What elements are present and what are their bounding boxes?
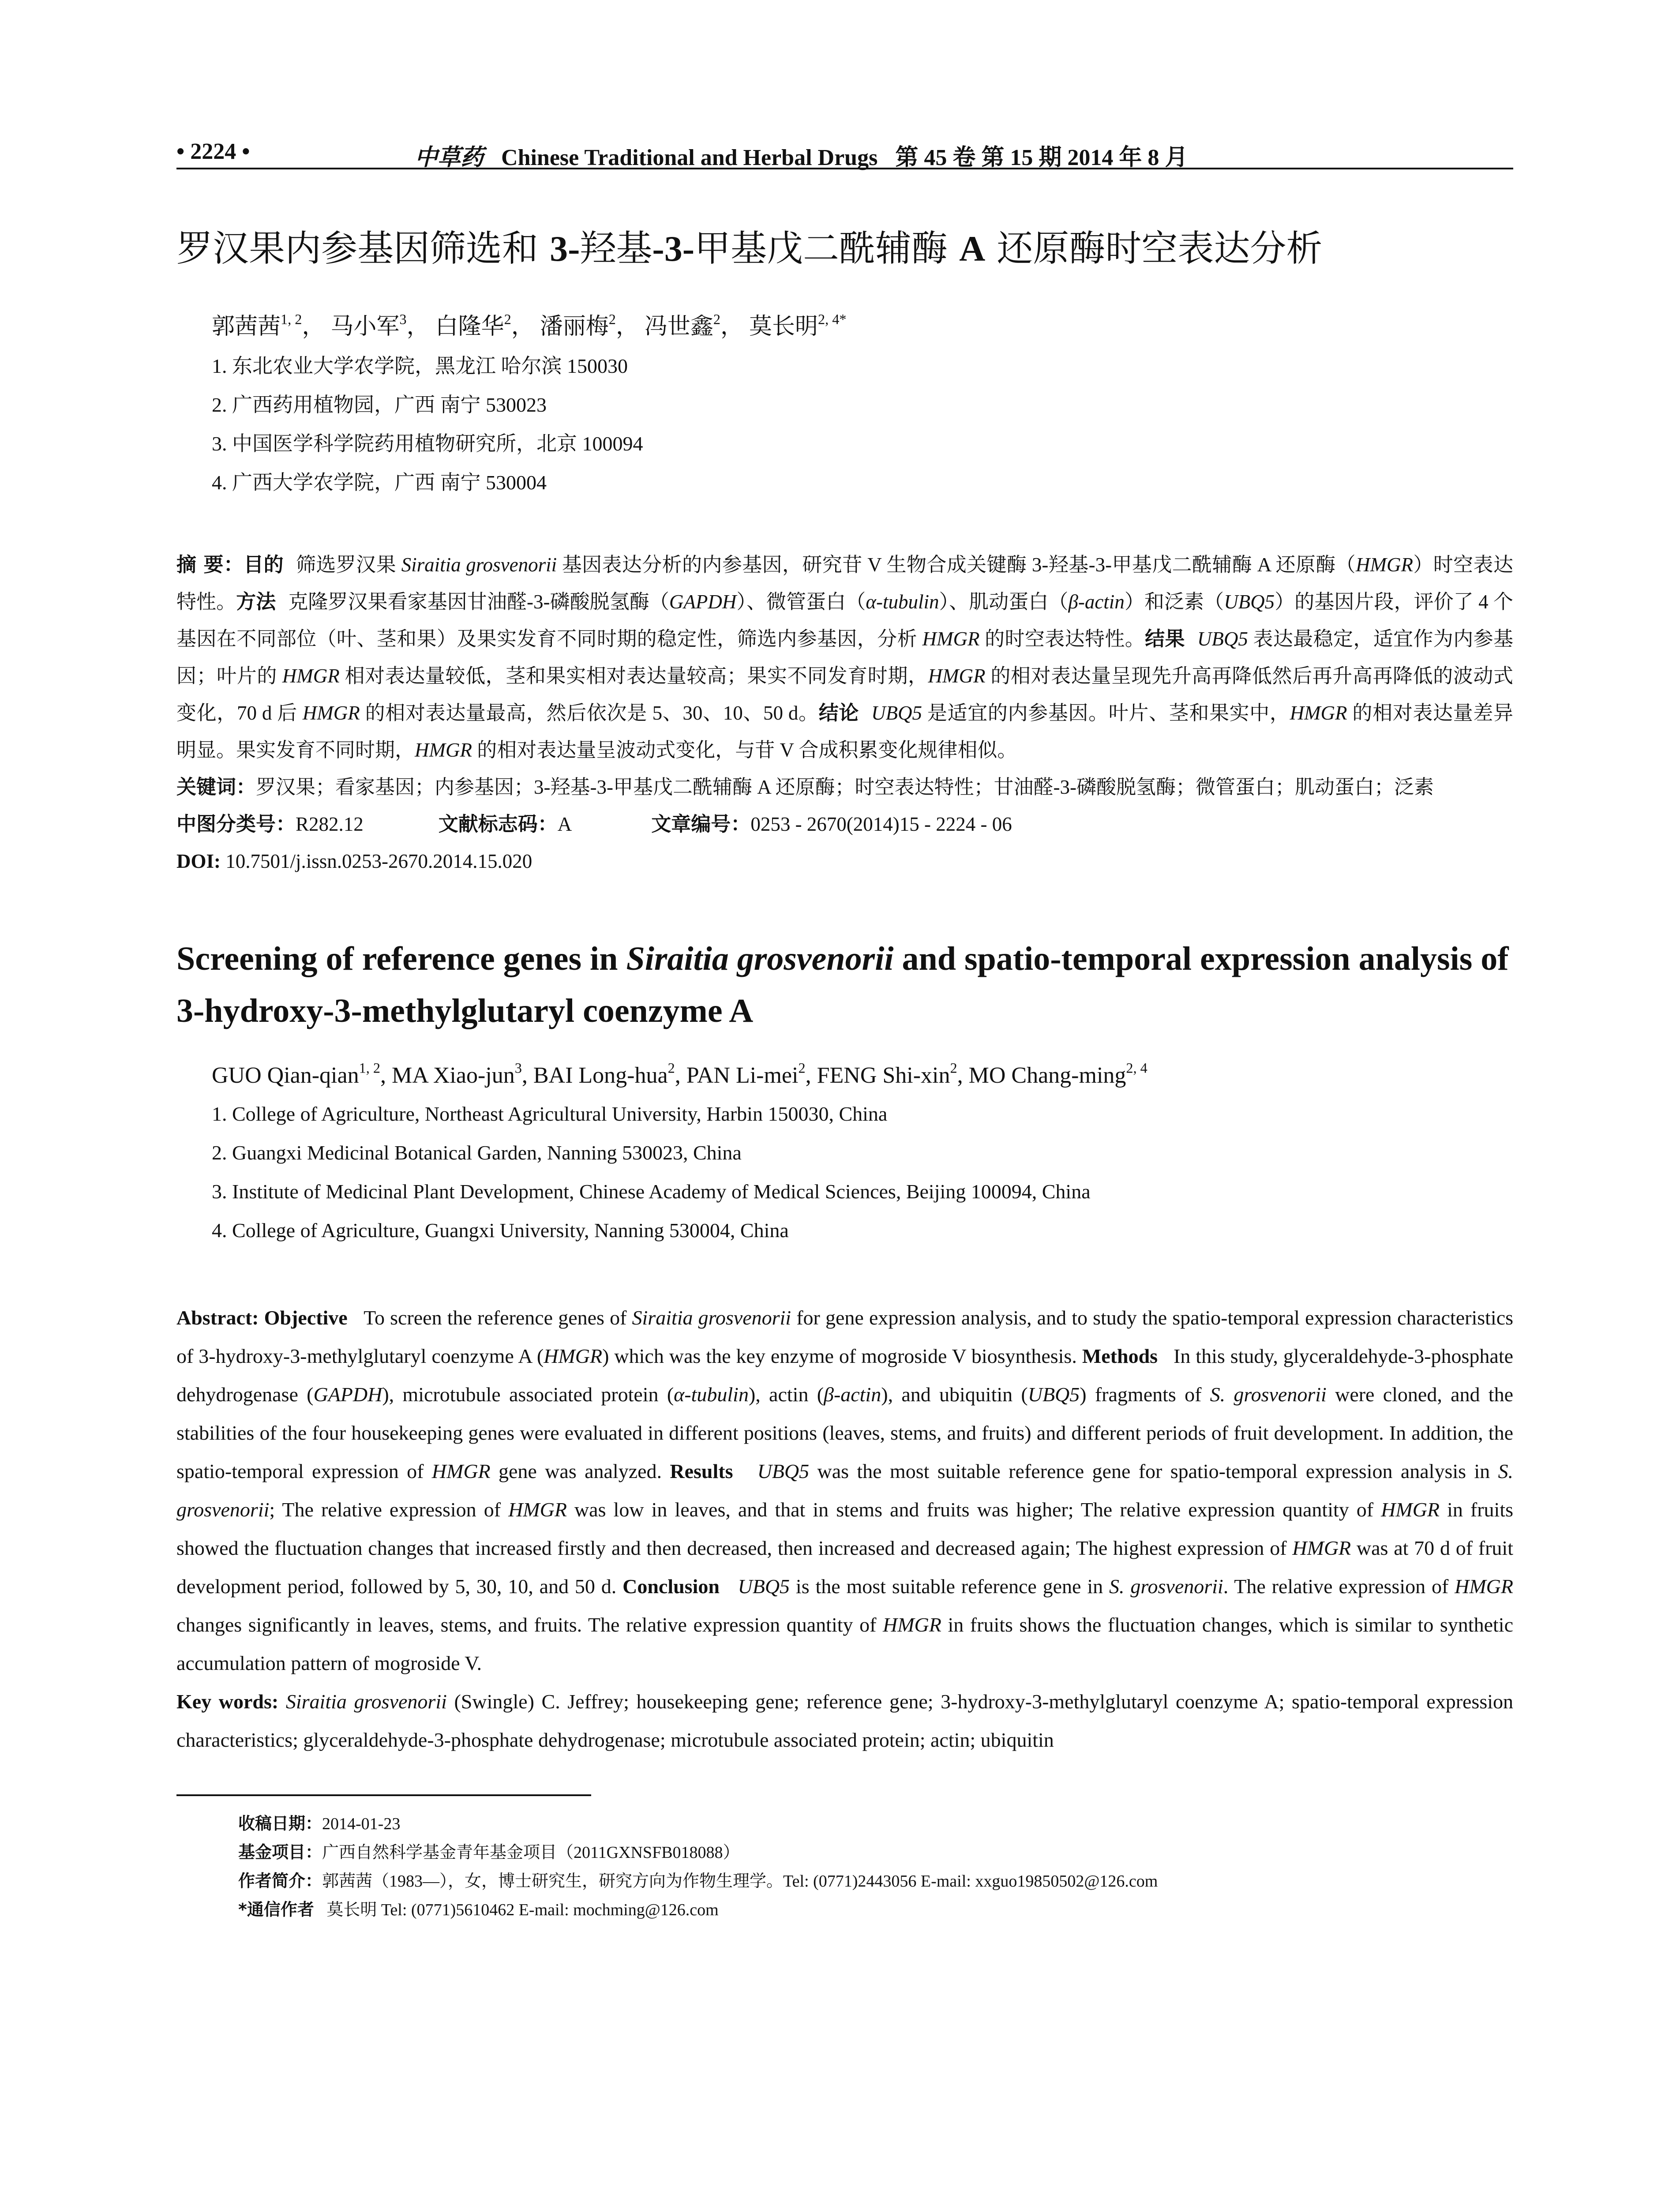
- journal-issue: 第 45 卷 第 15 期 2014 年 8 月: [895, 145, 1188, 170]
- english-authors: GUO Qian-qian$^{1, 2}$, MA Xiao-jun$^3$, BAI Long-hua$^2$, PAN Li-mei$^2$, FENG Shi-xin$^2$, MO Chang-ming$^{2, 4}$: [212, 1060, 1148, 1088]
- author-name: 马小军: [330, 314, 400, 339]
- article-page: [176, 128, 1513, 1924]
- received-date: 收稿日期：2014-01-23: [238, 1814, 401, 1833]
- article-number: 0253 - 2670(2014)15 - 2224 - 06: [750, 813, 1012, 835]
- affiliation: 1. 东北农业大学农学院，黑龙江 哈尔滨 150030: [212, 355, 628, 377]
- affiliation: 1. College of Agriculture, Northeast Agricultural University, Harbin 150030, China: [212, 1103, 888, 1125]
- author-name: 白隆华: [435, 314, 504, 339]
- author-name: 冯世鑫: [644, 314, 713, 339]
- page-number: • 2224 •: [176, 139, 250, 164]
- author-name: 郭茜茜: [212, 314, 281, 339]
- affiliation: 2. Guangxi Medicinal Botanical Garden, Nanning 530023, China: [212, 1141, 742, 1164]
- author-name: GUO Qian-qian: [212, 1063, 359, 1088]
- english-title: Screening of reference genes in Siraitia grosvenorii and spatio-temporal expression analysis of 3-hydroxy-3-methylglutaryl coenzyme A: [176, 940, 1509, 1029]
- author-name: BAI Long-hua: [533, 1063, 668, 1088]
- classification-line: 中图分类号：R282.12 文献标志码：A 文章编号：0253 - 2670(2014)15 - 2224 - 06: [176, 812, 1012, 836]
- journal-name: [415, 139, 1188, 172]
- chinese-authors: 郭茜茜$^{1, 2}$， 马小军$^3$， 白隆华$^2$， 潘丽梅$^2$， 冯世鑫$^2$， 莫长明$^{2, 4*}$: [212, 311, 847, 339]
- author-name: FENG Shi-xin: [817, 1063, 950, 1088]
- chinese-abstract: 摘 要：目的 筛选罗汉果 Siraitia grosvenorii 基因表达分析的内参基因，研究苷 V 生物合成关键酶 3-羟基-3-甲基戊二酰辅酶 A 还原酶（HMGR）时空表达特性。方法 克隆罗汉果看家基因甘油醛-3-磷酸脱氢酶（GAPDH）、微管蛋白（α-tubulin）、肌动蛋白（β-actin）和泛素（UBQ5）的基因片段，评价了 4 个基因在不同部位（叶、茎和果）及果实发育不同时期的稳定性，筛选内参基因，分析 HMGR 的时空表达特性。结果 UBQ5 表达最稳定，适宜作为内参基因；叶片的 HMGR 相对表达量较低，茎和果实相对表达量较高；果实不同发育时期，HMGR 的相对表达量呈现先升高再降低然后再升高再降低的波动式变化，70 d 后 HMGR 的相对表达量最高，然后依次是 5、30、10、50 d。结论 UBQ5 是适宜的内参基因。叶片、茎和果实中，HMGR 的相对表达量差异明显。果实发育不同时期，HMGR 的相对表达量呈波动式变化，与苷 V 合成积累变化规律相似。: [176, 553, 1513, 761]
- running-header: [176, 128, 1513, 169]
- author-bio: 作者简介：郭茜茜（1983—），女，博士研究生，研究方向为作物生理学。Tel: (0771)2443056 E-mail: xxguo19850502@126.com: [238, 1871, 1158, 1891]
- author-name: PAN Li-mei: [686, 1063, 799, 1088]
- affiliation: 4. 广西大学农学院，广西 南宁 530004: [212, 471, 547, 494]
- clc-number: R282.12: [296, 813, 364, 835]
- affiliation: 3. 中国医学科学院药用植物研究所，北京 100094: [212, 432, 643, 455]
- chinese-keywords: 关键词：罗汉果；看家基因；内参基因；3-羟基-3-甲基戊二酰辅酶 A 还原酶；时空表达特性；甘油醛-3-磷酸脱氢酶；微管蛋白；肌动蛋白；泛素: [176, 775, 1434, 799]
- journal-name-cn: 中草药: [415, 145, 484, 170]
- document-code: A: [557, 813, 572, 835]
- doi-value: 10.7501/j.issn.0253-2670.2014.15.020: [225, 850, 532, 872]
- author-name: 潘丽梅: [540, 314, 609, 339]
- english-abstract: Abstract: Objective To screen the reference genes of Siraitia grosvenorii for gene expression analysis, and to study the spatio-temporal expression characteristics of 3-hydroxy-3-methylglutaryl coenzyme A (HMGR) which was the key enzyme of mogroside V biosynthesis. Methods In this study, glyceraldehyde-3-phosphate dehydrogenase (GAPDH), microtubule associated protein (α-tubulin), actin (β-actin), and ubiquitin (UBQ5) fragments of S. grosvenorii were cloned, and the stabilities of the four housekeeping genes were evaluated in different positions (leaves, stems, and fruits) and different periods of fruit development. In addition, the spatio-temporal expression of HMGR gene was analyzed. Results UBQ5 was the most suitable reference gene for spatio-temporal expression analysis in S. grosvenorii; The relative expression of HMGR was low in leaves, and that in stems and fruits was higher; The relative expression quantity of HMGR in fruits showed the fluctuation changes that increased firstly and then decreased, then increased and decreased again; The highest expression of HMGR was at 70 d of fruit development period, followed by 5, 30, 10, and 50 d. Conclusion UBQ5 is the most suitable reference gene in S. grosvenorii. The relative expression of HMGR changes significantly in leaves, stems, and fruits. The relative expression quantity of HMGR in fruits shows the fluctuation changes, which is similar to synthetic accumulation pattern of mogroside V.: [176, 1306, 1514, 1674]
- affiliation: 2. 广西药用植物园，广西 南宁 530023: [212, 394, 547, 416]
- english-affiliations: [212, 1095, 1513, 1250]
- english-keywords: Key words: Siraitia grosvenorii (Swingle) C. Jeffrey; housekeeping gene; reference gene; 3-hydroxy-3-methylglutaryl coenzyme A; spatio-temporal expression characteristics; glyceraldehyde-3-phosphate dehydrogenase; microtubule associated protein; actin; ubiquitin: [176, 1690, 1514, 1751]
- author-name: 莫长明: [749, 314, 818, 339]
- affiliation: 4. College of Agriculture, Guangxi University, Nanning 530004, China: [212, 1219, 789, 1242]
- doi-line: DOI: 10.7501/j.issn.0253-2670.2014.15.020: [176, 850, 532, 872]
- affiliation: 3. Institute of Medicinal Plant Development, Chinese Academy of Medical Sciences, Beijing 100094, China: [212, 1180, 1091, 1203]
- chinese-title: 罗汉果内参基因筛选和 3-羟基-3-甲基戊二酰辅酶 A 还原酶时空表达分析: [176, 228, 1323, 270]
- chinese-affiliations: [212, 347, 1513, 502]
- journal-name-en: Chinese Traditional and Herbal Drugs: [501, 145, 878, 170]
- footnote-divider: [176, 1794, 591, 1796]
- author-name: MA Xiao-jun: [391, 1063, 515, 1088]
- fund-info: 基金项目：广西自然科学基金青年基金项目（2011GXNSFB018088）: [238, 1842, 740, 1862]
- corresponding-author: *通信作者 莫长明 Tel: (0771)5610462 E-mail: mochming@126.com: [238, 1900, 719, 1919]
- author-name: MO Chang-ming: [968, 1063, 1126, 1088]
- footnotes: [238, 1809, 1513, 1924]
